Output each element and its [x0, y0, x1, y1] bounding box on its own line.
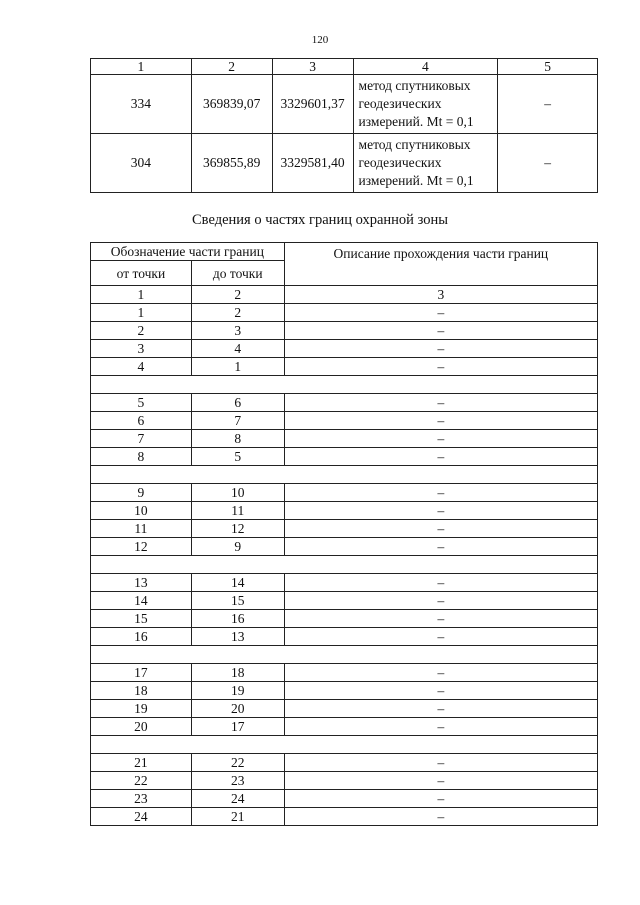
from-point-cell: 6	[91, 412, 192, 430]
from-point-cell: 2	[91, 322, 192, 340]
table-row	[91, 574, 598, 592]
from-point-header: от точки	[91, 261, 192, 286]
method-line: метод спутниковых	[358, 78, 471, 93]
table-row	[91, 682, 598, 700]
method-line: измерений. Mt = 0,1	[358, 173, 474, 188]
from-point-cell: 12	[91, 538, 192, 556]
from-point-cell: 5	[91, 394, 192, 412]
description-cell: –	[284, 790, 597, 808]
index-row	[91, 286, 598, 304]
table-row	[91, 502, 598, 520]
description-cell: –	[284, 448, 597, 466]
point-number: 334	[91, 75, 192, 134]
from-point-cell: 16	[91, 628, 192, 646]
to-point-cell: 11	[191, 502, 284, 520]
from-point-cell: 22	[91, 772, 192, 790]
method-description	[353, 75, 498, 134]
description-cell: –	[284, 502, 597, 520]
boundary-parts-table	[90, 242, 598, 826]
description-cell: –	[284, 610, 597, 628]
from-point-cell: 10	[91, 502, 192, 520]
column-header: 5	[498, 59, 598, 75]
method-line: геодезических	[358, 96, 442, 111]
section-title: Сведения о частях границ охранной зоны	[192, 212, 448, 228]
table-row	[91, 700, 598, 718]
from-point-cell: 18	[91, 682, 192, 700]
table-row	[91, 718, 598, 736]
description-cell: –	[284, 538, 597, 556]
coordinate-y: 3329601,37	[272, 75, 353, 134]
dash-cell: –	[498, 134, 598, 193]
to-point-cell: 2	[191, 304, 284, 322]
description-cell: –	[284, 412, 597, 430]
from-point-cell: 1	[91, 304, 192, 322]
index-cell: 2	[191, 286, 284, 304]
to-point-cell: 10	[191, 484, 284, 502]
separator-cell	[91, 376, 598, 394]
coordinate-y: 3329581,40	[272, 134, 353, 193]
column-header: 1	[91, 59, 192, 75]
table-row	[91, 358, 598, 376]
to-point-cell: 14	[191, 574, 284, 592]
group-separator-row	[91, 376, 598, 394]
table-row	[91, 304, 598, 322]
from-point-cell: 20	[91, 718, 192, 736]
description-header: Описание прохождения части границ	[284, 243, 597, 286]
description-cell: –	[284, 682, 597, 700]
dash-cell: –	[498, 75, 598, 134]
to-point-cell: 20	[191, 700, 284, 718]
from-point-cell: 3	[91, 340, 192, 358]
table-row	[91, 412, 598, 430]
separator-cell	[91, 736, 598, 754]
description-cell: –	[284, 520, 597, 538]
group-separator-row	[91, 466, 598, 484]
to-point-cell: 15	[191, 592, 284, 610]
table-row	[91, 772, 598, 790]
from-point-cell: 21	[91, 754, 192, 772]
from-point-cell: 7	[91, 430, 192, 448]
to-point-cell: 1	[191, 358, 284, 376]
column-header: 4	[353, 59, 498, 75]
to-point-cell: 13	[191, 628, 284, 646]
table-row	[91, 754, 598, 772]
group-separator-row	[91, 646, 598, 664]
table-row	[91, 628, 598, 646]
from-point-cell: 4	[91, 358, 192, 376]
method-line: геодезических	[358, 155, 442, 170]
from-point-cell: 23	[91, 790, 192, 808]
from-point-cell: 9	[91, 484, 192, 502]
table-row	[91, 448, 598, 466]
description-cell: –	[284, 664, 597, 682]
table-row	[91, 610, 598, 628]
separator-cell	[91, 466, 598, 484]
table-row	[91, 340, 598, 358]
description-cell: –	[284, 592, 597, 610]
description-cell: –	[284, 304, 597, 322]
from-point-cell: 17	[91, 664, 192, 682]
to-point-cell: 6	[191, 394, 284, 412]
index-cell: 1	[91, 286, 192, 304]
table-row	[91, 322, 598, 340]
group-separator-row	[91, 736, 598, 754]
description-cell: –	[284, 772, 597, 790]
table-row	[91, 430, 598, 448]
from-point-cell: 19	[91, 700, 192, 718]
table-row	[91, 790, 598, 808]
group-header-row	[91, 243, 598, 261]
description-cell: –	[284, 700, 597, 718]
description-cell: –	[284, 358, 597, 376]
description-cell: –	[284, 574, 597, 592]
table-row	[91, 394, 598, 412]
description-cell: –	[284, 340, 597, 358]
from-point-cell: 14	[91, 592, 192, 610]
to-point-cell: 23	[191, 772, 284, 790]
method-line: измерений. Mt = 0,1	[358, 114, 474, 129]
description-cell: –	[284, 718, 597, 736]
column-header: 3	[272, 59, 353, 75]
to-point-cell: 18	[191, 664, 284, 682]
boundary-part-designation-header: Обозначение части границ	[91, 243, 285, 261]
from-point-cell: 24	[91, 808, 192, 826]
page-number: 120	[311, 34, 329, 46]
table-row	[91, 484, 598, 502]
table-row	[91, 538, 598, 556]
column-header: 2	[191, 59, 272, 75]
coordinate-x: 369839,07	[191, 75, 272, 134]
table-row	[91, 664, 598, 682]
from-point-cell: 11	[91, 520, 192, 538]
description-cell: –	[284, 394, 597, 412]
to-point-cell: 24	[191, 790, 284, 808]
table-row	[91, 134, 598, 193]
description-cell: –	[284, 808, 597, 826]
table-row	[91, 75, 598, 134]
to-point-cell: 9	[191, 538, 284, 556]
to-point-cell: 4	[191, 340, 284, 358]
parts-body	[91, 304, 598, 826]
from-point-cell: 8	[91, 448, 192, 466]
method-description	[353, 134, 498, 193]
table-header-row	[91, 59, 598, 75]
coordinates-table	[90, 58, 598, 193]
to-point-cell: 19	[191, 682, 284, 700]
separator-cell	[91, 646, 598, 664]
table-row	[91, 808, 598, 826]
to-point-cell: 5	[191, 448, 284, 466]
to-point-cell: 12	[191, 520, 284, 538]
to-point-cell: 22	[191, 754, 284, 772]
from-point-cell: 15	[91, 610, 192, 628]
description-cell: –	[284, 484, 597, 502]
description-cell: –	[284, 754, 597, 772]
point-number: 304	[91, 134, 192, 193]
coordinate-x: 369855,89	[191, 134, 272, 193]
table-row	[91, 520, 598, 538]
to-point-cell: 21	[191, 808, 284, 826]
index-cell: 3	[284, 286, 597, 304]
description-cell: –	[284, 322, 597, 340]
description-cell: –	[284, 628, 597, 646]
from-point-cell: 13	[91, 574, 192, 592]
table-row	[91, 592, 598, 610]
to-point-cell: 8	[191, 430, 284, 448]
method-line: метод спутниковых	[358, 137, 471, 152]
to-point-header: до точки	[191, 261, 284, 286]
group-separator-row	[91, 556, 598, 574]
description-cell: –	[284, 430, 597, 448]
to-point-cell: 7	[191, 412, 284, 430]
to-point-cell: 16	[191, 610, 284, 628]
separator-cell	[91, 556, 598, 574]
to-point-cell: 17	[191, 718, 284, 736]
to-point-cell: 3	[191, 322, 284, 340]
